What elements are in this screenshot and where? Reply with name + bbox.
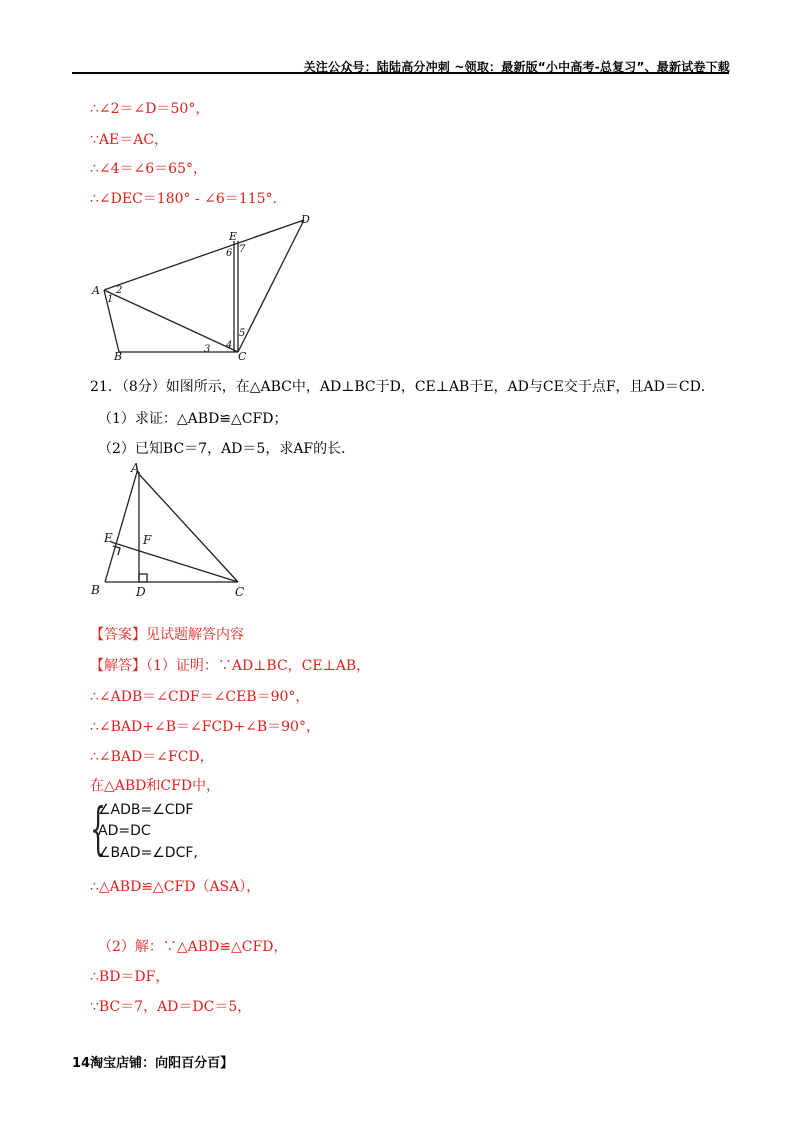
figure2-lines bbox=[105, 472, 238, 582]
page-footer bbox=[72, 1052, 233, 1071]
solution-line-4: ∴∠DEC＝180° - ∠6＝115°. bbox=[90, 191, 277, 207]
figure-triangle-abc bbox=[88, 460, 258, 600]
system-row-2: AD=DC bbox=[98, 823, 151, 839]
fig1-label-E: E bbox=[229, 230, 238, 243]
solution-intro: 【解答】（1）证明：∵AD⊥BC，CE⊥AB， bbox=[90, 658, 371, 674]
solution-line-3: ∴∠4＝∠6＝65°， bbox=[90, 161, 207, 177]
fig2-label-C: C bbox=[235, 585, 245, 599]
fig2-label-F: F bbox=[143, 533, 152, 547]
system-row-3: ∠BAD=∠DCF, bbox=[98, 845, 198, 861]
answer-line: 【答案】见试题解答内容 bbox=[90, 627, 244, 643]
fig1-label-4: 4 bbox=[226, 340, 233, 351]
fig1-label-A: A bbox=[92, 284, 100, 297]
fig1-label-2: 2 bbox=[116, 285, 123, 296]
fig2-label-B: B bbox=[91, 583, 100, 597]
fig2-label-E: E bbox=[104, 531, 113, 545]
fig1-label-3: 3 bbox=[204, 344, 211, 355]
footer-shop-text: 淘宝店铺：向阳百分百】 bbox=[90, 1056, 234, 1071]
equation-system bbox=[90, 797, 220, 865]
fig1-label-1: 1 bbox=[107, 294, 114, 305]
fig2-label-D: D bbox=[136, 585, 146, 599]
fig1-label-6: 6 bbox=[226, 248, 233, 259]
part2-step-1: （2）解：∵△ABD≌△CFD， bbox=[98, 939, 288, 955]
fig1-label-B: B bbox=[114, 350, 123, 363]
fig1-label-D: D bbox=[301, 213, 310, 226]
question-21-stem: 21．（8分）如图所示，在△ABC中，AD⊥BC于D，CE⊥AB于E，AD与CE交于点F，且AD＝CD． bbox=[90, 379, 715, 395]
answer-step-2: ∴∠BAD+∠B＝∠FCD+∠B＝90°， bbox=[90, 719, 320, 735]
fig2-label-A: A bbox=[131, 461, 140, 475]
system-row-1: ∠ADB=∠CDF bbox=[98, 802, 194, 818]
part2-step-2: ∴BD＝DF， bbox=[90, 969, 170, 985]
answer-step-3: ∴∠BAD＝∠FCD， bbox=[90, 749, 214, 765]
question-21-part-1: （1）求证：△ABD≌△CFD； bbox=[98, 411, 288, 427]
conclusion-asa: ∴△ABD≌△CFD（ASA）， bbox=[90, 879, 261, 895]
part2-step-3: ∵BC＝7，AD＝DC＝5， bbox=[90, 999, 252, 1015]
figure1-lines bbox=[104, 220, 304, 352]
header-rule bbox=[72, 72, 729, 74]
figure-quadrilateral bbox=[88, 210, 323, 365]
answer-step-1: ∴∠ADB＝∠CDF＝∠CEB＝90°， bbox=[90, 689, 310, 705]
fig1-label-5: 5 bbox=[239, 328, 246, 339]
solution-line-2: ∵AE＝AC， bbox=[90, 132, 169, 148]
left-brace: { bbox=[90, 797, 107, 862]
fig1-label-C: C bbox=[238, 350, 247, 363]
solution-line-1: ∴∠2＝∠D＝50°， bbox=[90, 101, 210, 117]
question-21-part-2: （2）已知BC＝7，AD＝5，求AF的长． bbox=[98, 441, 356, 457]
fig1-label-7: 7 bbox=[239, 244, 246, 255]
answer-step-4: 在△ABD和CFD中， bbox=[90, 778, 221, 794]
page-header: 关注公众号：陆陆高分冲刺 ~领取：最新版“小中高考-总复习”、最新试卷下载 bbox=[303, 60, 730, 74]
page-number: 14 bbox=[72, 1056, 91, 1071]
